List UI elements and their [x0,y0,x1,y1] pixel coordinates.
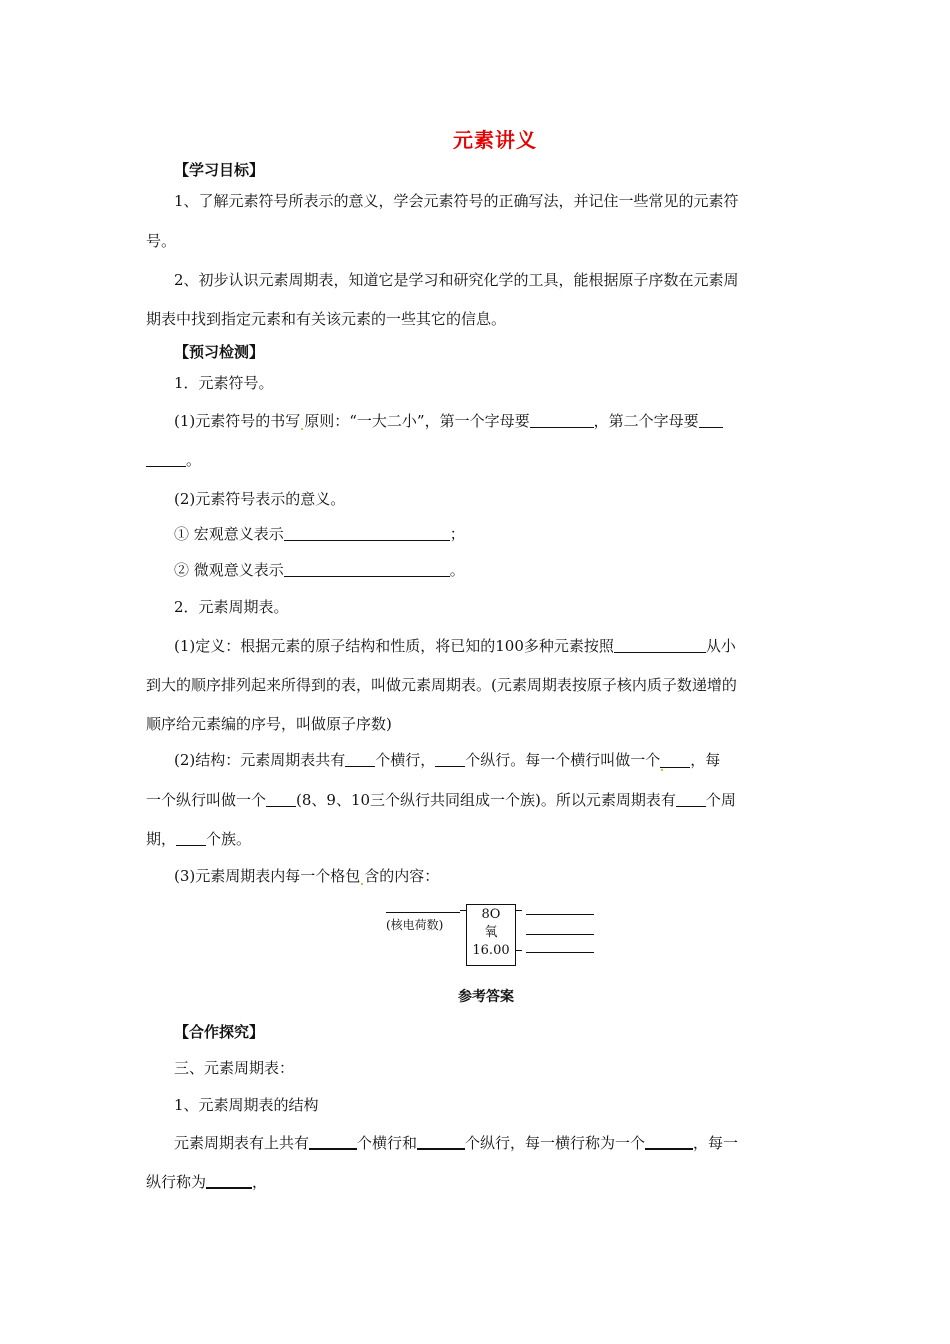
right-tick-2 [516,950,522,951]
blank-column-name[interactable] [266,791,296,807]
q1-2-micro-line [174,560,838,580]
element-name: 氧 [484,925,498,940]
mark-dot [301,428,303,430]
q1-1-line-2 [146,450,810,470]
atomic-number-label: (核电荷数) [386,918,444,932]
blank-line-name[interactable] [526,934,594,935]
goal-item-2-line-2: 期表中找到指定元素和有关该元素的一些其它的信息。 [146,310,507,328]
q2-3-text-a: (3)元素周期表内每一个格包 [174,867,361,885]
blank-column-term[interactable] [206,1172,252,1189]
q1-2-micro-end: 。 [449,561,465,579]
blank-line-symbol[interactable] [526,914,594,915]
q1-title: 1．元素符号。 [174,374,274,392]
goal-item-1-line-2: 号。 [146,232,177,250]
cooperate-line-3 [174,1133,838,1153]
cooperate-text-b: 个横行和 [357,1134,418,1152]
q1-2-title: (2)元素符号表示的意义。 [174,490,346,508]
blank-first-letter[interactable] [530,412,594,428]
q2-title: 2．元素周期表。 [174,598,289,616]
q2-2-line2-text-b: (8、9、10三个纵行共同组成一个族)。所以元素周期表有 [296,791,676,809]
q2-2-text-b: 个横行， [375,751,436,769]
q2-3-line [174,866,838,886]
blank-macro-meaning[interactable] [284,525,450,541]
q2-2-text-c: 个纵行。每一个横行叫做一个 [465,751,661,769]
q1-1-text-c: ，第二个字母要 [593,412,699,430]
atomic-mass: 16.00 [472,943,510,958]
q2-1-text-a: (1)定义：根据元素的原子结构和性质，将已知的100多种元素按照 [174,637,614,655]
blank-second-letter-cont[interactable] [146,451,186,467]
q2-1-line-3: 顺序给元素编的序号，叫做原子序数) [146,715,392,733]
cooperate-line-4 [146,1172,810,1192]
q2-2-text-a: (2)结构：元素周期表共有 [174,751,346,769]
q2-1-line-2: 到大的顺序排列起来所得到的表，叫做元素周期表。(元素周期表按原子核内质子数递增的 [146,676,737,694]
cooperate-line-2: 1、元素周期表的结构 [174,1096,319,1114]
blank-column-count[interactable] [435,751,465,767]
document-title: 元素讲义 [453,128,537,152]
q2-2-text-d: ，每 [690,751,721,769]
blank-rows[interactable] [309,1133,357,1150]
q1-1-end: 。 [186,451,202,469]
answers-heading: 参考答案 [458,989,514,1005]
blank-row-count[interactable] [345,751,375,767]
blank-row-name[interactable] [660,752,690,768]
q2-3-text-b: 含的内容： [364,867,440,885]
right-tick-1 [516,910,522,911]
q2-2-line3-text-b: 个族。 [206,830,252,848]
q2-2-line-1 [174,750,838,770]
mark-dot [661,769,663,771]
blank-line-mass[interactable] [526,952,594,953]
blank-order-basis[interactable] [614,637,706,653]
blank-group-count[interactable] [176,830,206,846]
q2-2-line-3 [146,829,810,849]
q1-1-text-a: (1)元素符号的书写 [174,412,301,430]
blank-second-letter[interactable] [699,412,723,428]
blank-period-count[interactable] [676,791,706,807]
goal-item-1-line-1: 1、了解元素符号所表示的意义，学会元素符号的正确写法，并记住一些常见的元素符 [174,192,739,210]
cooperate-text-d: ，每一 [693,1134,739,1152]
q2-2-line2-text-a: 一个纵行叫做一个 [146,791,267,809]
cooperate-line-1: 三、元素周期表： [174,1059,295,1077]
q2-1-line-1 [174,636,838,656]
q1-2-micro-label: ② 微观意义表示 [174,561,284,579]
left-label-line [386,912,460,913]
q2-1-text-b: 从小 [705,637,736,655]
q2-2-line2-text-c: 个周 [705,791,736,809]
q2-2-line-2 [146,790,810,810]
q1-1-text-b: 原则：“一大二小”，第一个字母要 [304,412,530,430]
q1-2-macro-label: ① 宏观意义表示 [174,525,284,543]
q1-2-macro-line [174,524,838,544]
blank-micro-meaning[interactable] [284,561,450,577]
blank-row-term[interactable] [645,1133,693,1150]
preview-heading: 【预习检测】 [174,343,265,361]
q2-2-line3-text-a: 期， [146,830,177,848]
q1-2-macro-end: ； [449,525,465,543]
blank-columns[interactable] [417,1133,465,1150]
goal-item-2-line-1: 2、初步认识元素周期表，知道它是学习和研究化学的工具，能根据原子序数在元素周 [174,271,739,289]
q1-1-line-1 [174,411,838,431]
element-cell-diagram [380,900,600,970]
cooperate-heading: 【合作探究】 [174,1023,265,1041]
mark-dot [361,883,363,885]
goals-heading: 【学习目标】 [174,161,265,179]
cooperate-text-f: ， [252,1173,268,1191]
cooperate-text-e: 纵行称为 [146,1173,207,1191]
cooperate-text-c: 个纵行，每一横行称为一个 [465,1134,646,1152]
cooperate-text-a: 元素周期表有上共有 [174,1134,310,1152]
atomic-number-symbol: 8O [481,907,501,922]
